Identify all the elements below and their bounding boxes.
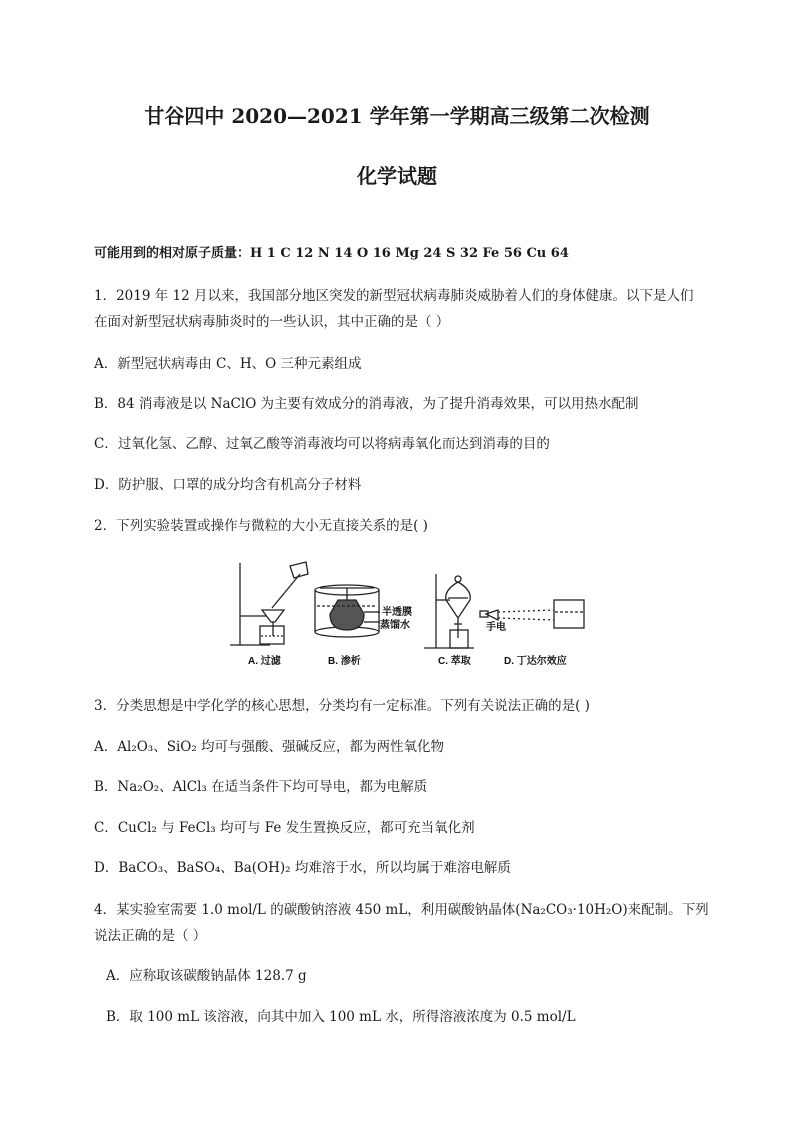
q4-stem-line-2: 说法正确的是（ ） [94,928,207,944]
exam-title: 甘谷四中 2020—2021 学年第一学期高三级第二次检测 [144,104,650,128]
label-flashlight: 手电 [486,622,506,633]
label-dialysis: B. 渗析 [328,656,361,667]
atomic-masses: 可能用到的相对原子质量：H 1 C 12 N 14 O 16 Mg 24 S 32 Fe 56 Cu 64 [94,246,569,261]
label-filtration: A. 过滤 [248,656,281,667]
q4-stem-line-1: 4．某实验室需要 1.0 mol/L 的碳酸钠溶液 450 mL，利用碳酸钠晶体(Na₂CO₃·10H₂O)来配制。下列 [94,902,709,918]
label-water: 蒸馏水 [380,620,410,631]
q1-option-c: C．过氧化氢、乙醇、过氧乙酸等消毒液均可以将病毒氧化而达到消毒的目的 [94,436,550,452]
extraction-apparatus [424,574,474,648]
q3-stem: 3．分类思想是中学化学的核心思想，分类均有一定标准。下列有关说法正确的是( ) [94,698,590,714]
label-extraction: C. 萃取 [438,656,471,667]
label-membrane: 半透膜 [382,607,412,618]
q1-stem-line-1: 1．2019 年 12 月以来，我国部分地区突发的新型冠状病毒肺炎威胁着人们的身体健康。以下是人们 [94,288,694,304]
q1-option-b: B．84 消毒液是以 NaClO 为主要有效成分的消毒液，为了提升消毒效果，可以用热水配制 [94,396,639,412]
apparatus-figure [228,560,598,672]
exam-subtitle: 化学试题 [357,164,437,188]
q1-option-d: D．防护服、口罩的成分均含有机高分子材料 [94,477,362,493]
q1-option-a: A．新型冠状病毒由 C、H、O 三种元素组成 [94,356,362,372]
q2-stem: 2．下列实验装置或操作与微粒的大小无直接关系的是( ) [94,518,428,534]
label-tyndall: D. 丁达尔效应 [504,656,567,667]
q1-stem-line-2: 在面对新型冠状病毒肺炎时的一些认识，其中正确的是（ ） [94,314,450,330]
filtration-apparatus [230,562,308,645]
q3-option-c: C．CuCl₂ 与 FeCl₃ 均可与 Fe 发生置换反应，都可充当氧化剂 [94,820,475,836]
q3-option-b: B．Na₂O₂、AlCl₃ 在适当条件下均可导电，都为电解质 [94,779,428,795]
dialysis-apparatus [315,585,380,637]
q4-option-b: B．取 100 mL 该溶液，向其中加入 100 mL 水，所得溶液浓度为 0.5 mol/L [106,1009,576,1025]
q3-option-a: A．Al₂O₃、SiO₂ 均可与强酸、强碱反应，都为两性氧化物 [94,739,445,755]
q3-option-d: D．BaCO₃、BaSO₄、Ba(OH)₂ 均难溶于水，所以均属于难溶电解质 [94,860,511,876]
q4-option-a: A．应称取该碳酸钠晶体 128.7 g [106,968,307,984]
